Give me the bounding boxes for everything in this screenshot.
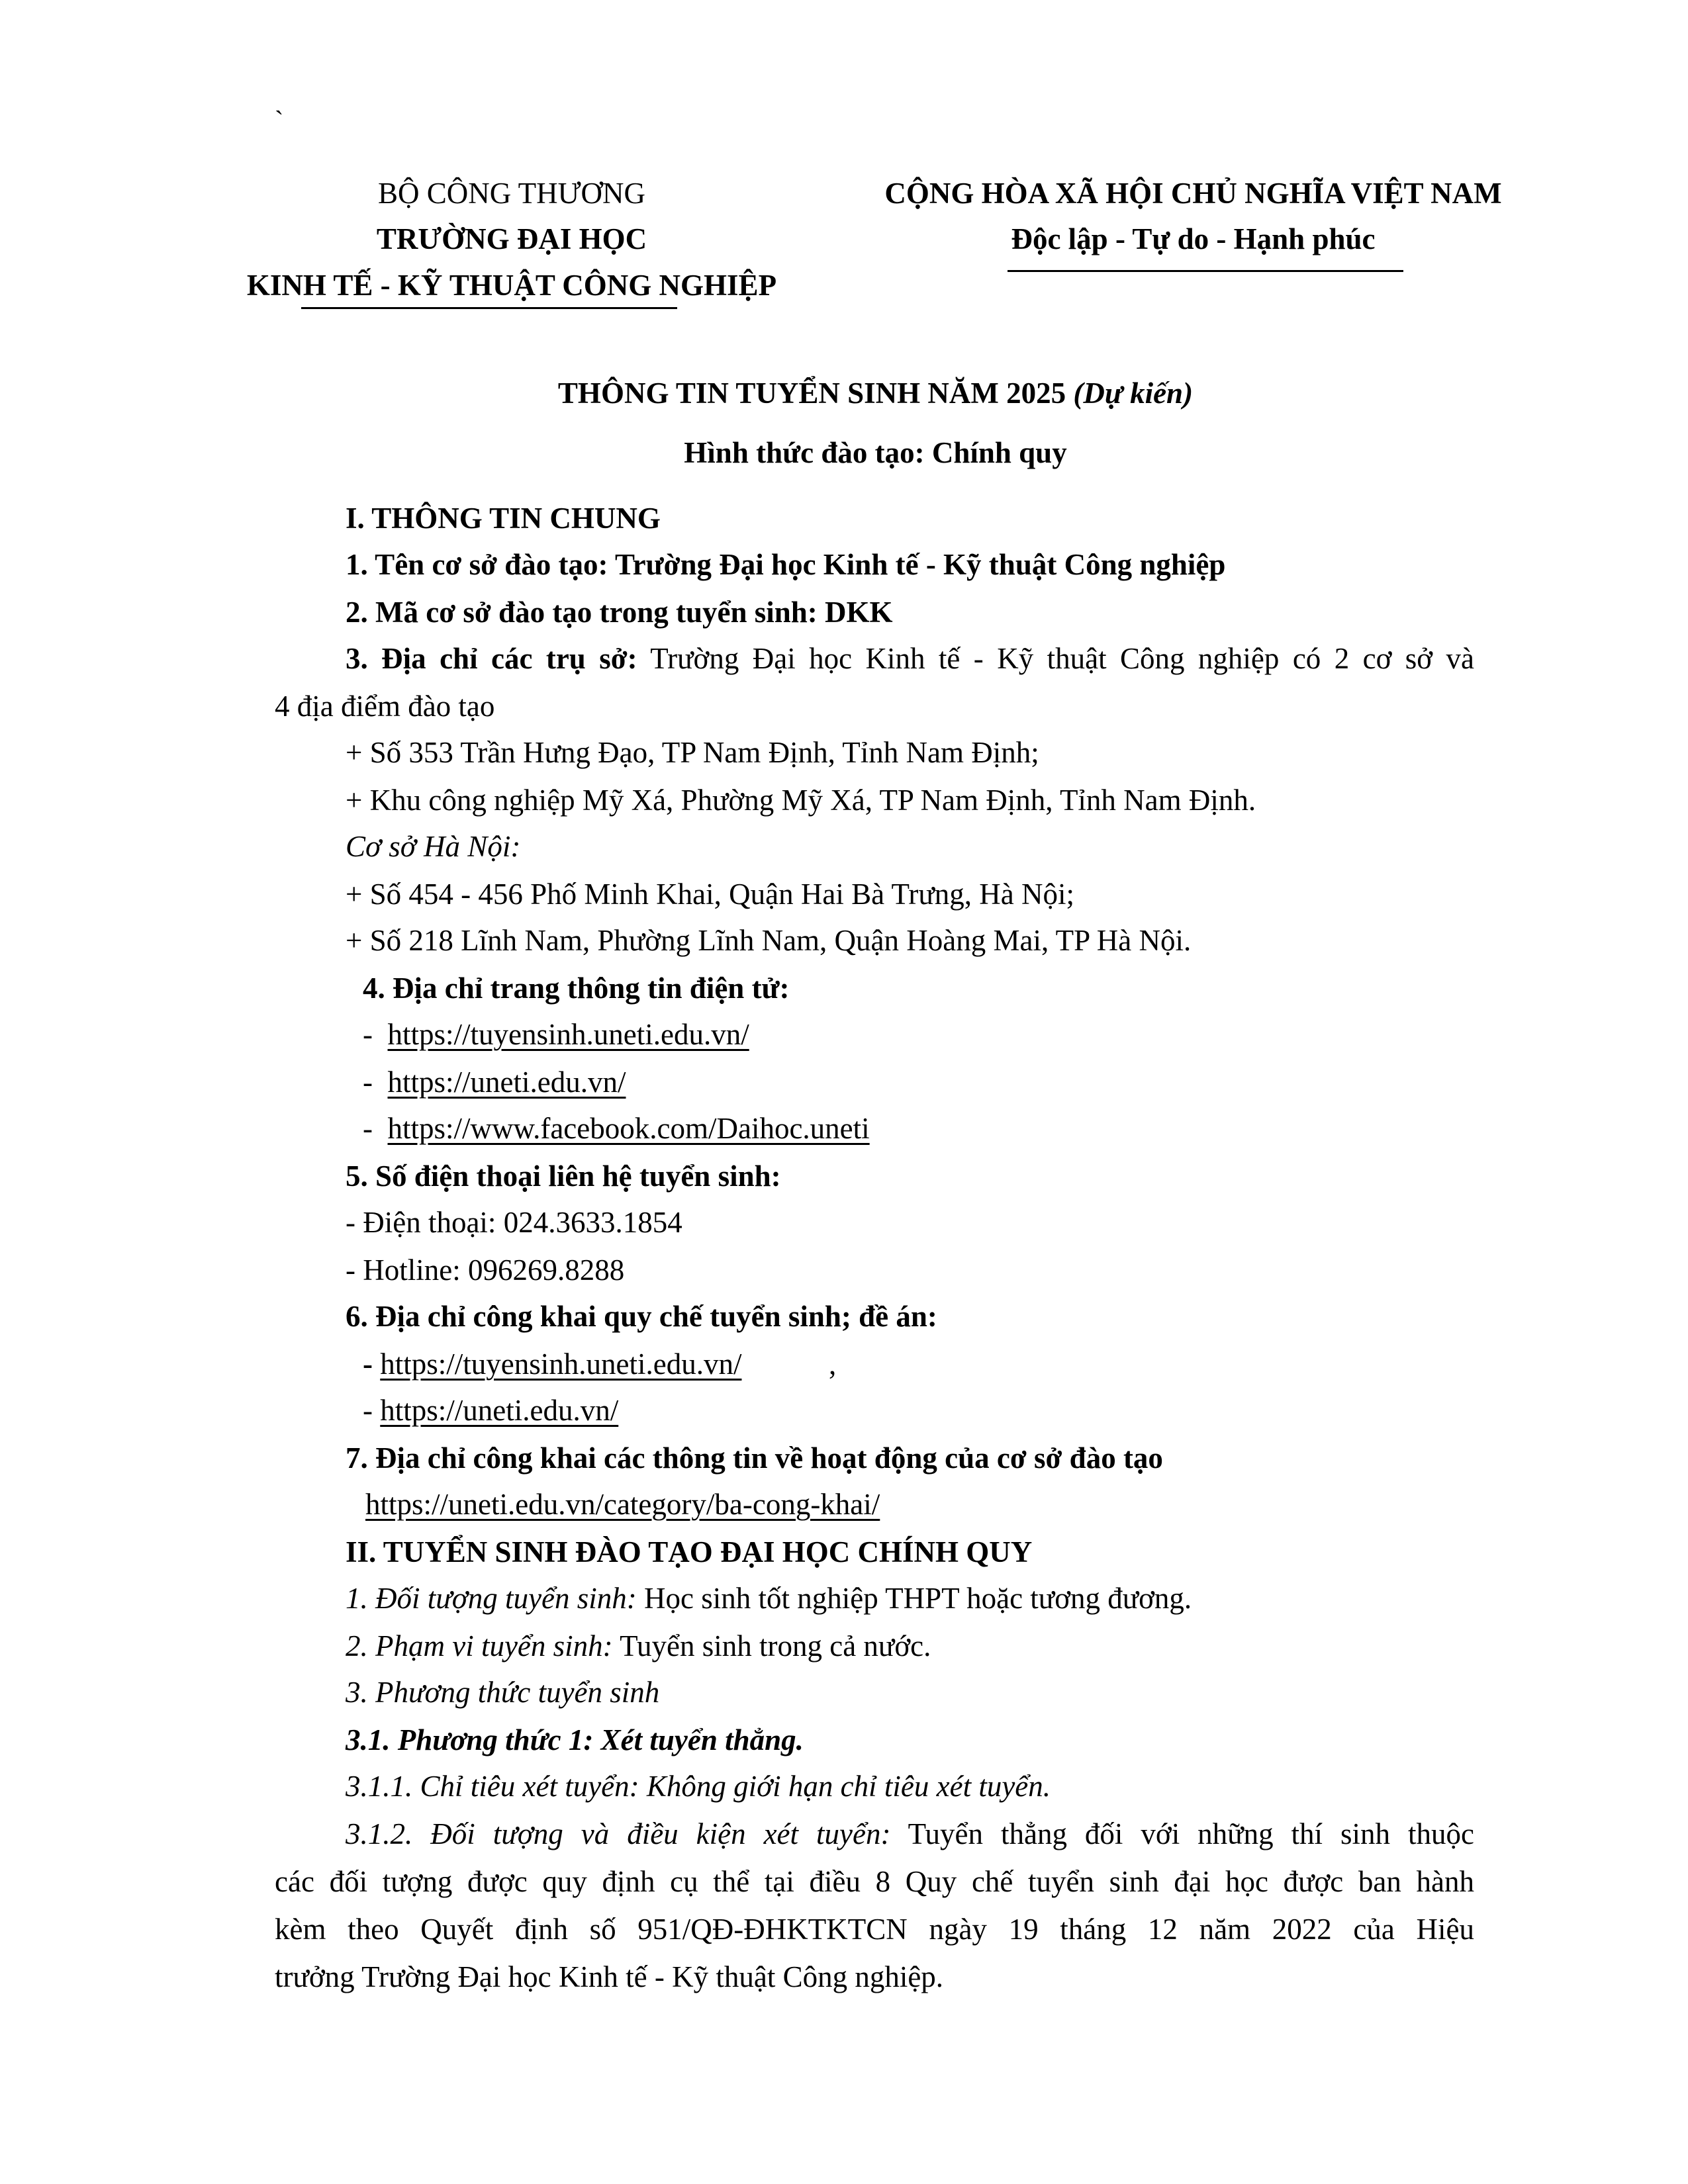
section1-item2: 2. Mã cơ sở đào tạo trong tuyển sinh: DKK [346,596,893,629]
eligibility-line-4: trưởng Trường Đại học Kinh tế - Kỹ thuật Công nghiệp. [275,1960,944,1993]
disclosure-link[interactable]: https://uneti.edu.vn/category/ba-cong-khai/ [365,1488,880,1521]
link-tuyensinh[interactable]: https://tuyensinh.uneti.edu.vn/ [387,1018,749,1051]
address-nam-dinh-1: + Số 353 Trần Hưng Đạo, TP Nam Định, Tỉnh Nam Định; [346,736,1039,769]
hanoi-campus-label: Cơ sở Hà Nội: [346,830,521,863]
rules-link-uneti[interactable]: https://uneti.edu.vn/ [380,1394,619,1427]
eligibility-label: 3.1.2. Đối tượng và điều kiện xét tuyển: [346,1817,891,1850]
section1-item4: 4. Địa chỉ trang thông tin điện tử: [363,972,790,1005]
rules-link-row-1 [363,1348,741,1381]
section1-heading: I. THÔNG TIN CHUNG [346,502,661,535]
link-facebook[interactable]: https://www.facebook.com/Daihoc.uneti [387,1112,870,1145]
trailing-comma: , [829,1347,837,1381]
section2-item1 [346,1582,1192,1615]
eligibility-line-3: kèm theo Quyết định số 951/QĐ-ĐHKTKTCN ngày 19 tháng 12 năm 2022 của Hiệu [275,1913,1474,1946]
dash-bullet: - [363,1018,373,1051]
ministry-name: BỘ CÔNG THƯƠNG [377,177,646,210]
disclosure-link-row [365,1488,880,1522]
section1-item3-text: Trường Đại học Kinh tế - Kỹ thuật Công nghiệp có 2 cơ sở và [637,642,1474,675]
eligibility-line-2: các đối tượng được quy định cụ thể tại điều 8 Quy chế tuyển sinh đại học được ban hành [275,1865,1474,1898]
eligibility-line-1 [275,1810,1474,1858]
method1-quota: 3.1.1. Chỉ tiêu xét tuyển: Không giới hạn chỉ tiêu xét tuyển. [346,1770,1051,1803]
section2-item2 [346,1630,931,1663]
dash-bullet: - [363,1347,373,1381]
section1-item6: 6. Địa chỉ công khai quy chế tuyển sinh; đề án: [346,1300,937,1333]
dash-bullet: - [363,1394,373,1427]
section2-item2-text: Tuyển sinh trong cả nước. [612,1629,931,1662]
method1-heading: 3.1. Phương thức 1: Xét tuyển thẳng. [346,1723,804,1756]
document-title [0,377,1688,410]
dash-bullet: - [363,1112,373,1145]
school-name-line1: TRƯỜNG ĐẠI HỌC [376,222,647,255]
rules-link-row-2 [363,1394,618,1428]
section1-item7: 7. Địa chỉ công khai các thông tin về hoạt động của cơ sở đào tạo [346,1441,1163,1475]
section1-item5: 5. Số điện thoại liên hệ tuyển sinh: [346,1160,781,1193]
eligibility-paragraph [275,1810,1474,2001]
school-name-line2: KINH TẾ - KỸ THUẬT CÔNG NGHIỆP [246,269,777,302]
section2-item2-label: 2. Phạm vi tuyển sinh: [346,1629,613,1662]
web-link-row-1 [363,1019,749,1052]
header-left-rule [301,307,677,309]
phone-number: - Điện thoại: 024.3633.1854 [346,1206,682,1239]
section1-item1: 1. Tên cơ sở đào tạo: Trường Đại học Kinh tế - Kỹ thuật Công nghiệp [346,548,1226,581]
web-link-row-2 [363,1066,626,1099]
section1-item3-label: 3. Địa chỉ các trụ sở: [346,642,637,675]
section2-item3: 3. Phương thức tuyển sinh [346,1676,660,1709]
web-link-row-3 [363,1113,870,1146]
section2-item1-text: Học sinh tốt nghiệp THPT hoặc tương đương. [636,1582,1192,1615]
address-hanoi-1: + Số 454 - 456 Phố Minh Khai, Quận Hai Bà Trưng, Hà Nội; [346,878,1075,911]
dash-bullet: - [363,1066,373,1099]
national-motto: Độc lập - Tự do - Hạnh phúc [1011,222,1376,255]
country-name: CỘNG HÒA XÃ HỘI CHỦ NGHĨA VIỆT NAM [884,177,1502,210]
header-right-rule [1008,270,1403,272]
address-hanoi-2: + Số 218 Lĩnh Nam, Phường Lĩnh Nam, Quận Hoàng Mai, TP Hà Nội. [346,924,1192,957]
section1-item3-line2: 4 địa điểm đào tạo [275,690,495,723]
stray-mark: ` [275,105,284,135]
hotline-number: - Hotline: 096269.8288 [346,1253,625,1287]
address-nam-dinh-2: + Khu công nghiệp Mỹ Xá, Phường Mỹ Xá, TP Nam Định, Tỉnh Nam Định. [346,784,1256,817]
section2-heading: II. TUYỂN SINH ĐÀO TẠO ĐẠI HỌC CHÍNH QUY [346,1535,1033,1569]
eligibility-text-1: Tuyển thẳng đối với những thí sinh thuộc [890,1817,1475,1850]
document-title-note: (Dự kiến) [1073,377,1194,410]
rules-link-tuyensinh[interactable]: https://tuyensinh.uneti.edu.vn/ [380,1347,742,1381]
document-title-main: THÔNG TIN TUYỂN SINH NĂM 2025 [557,377,1066,410]
section1-item3-line1 [346,643,1474,676]
link-uneti[interactable]: https://uneti.edu.vn/ [387,1066,626,1099]
document-subtitle: Hình thức đào tạo: Chính quy [684,436,1067,469]
section2-item1-label: 1. Đối tượng tuyển sinh: [346,1582,637,1615]
